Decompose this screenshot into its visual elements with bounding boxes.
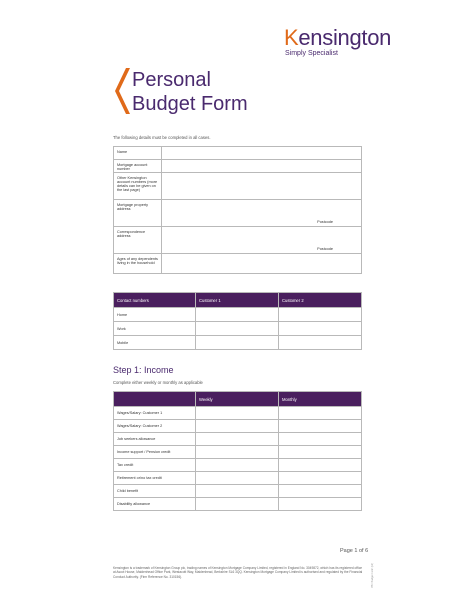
- table-row: [114, 407, 362, 420]
- row-label: Mortgage property address: [114, 200, 162, 227]
- table-row: [114, 254, 362, 274]
- weekly-field[interactable]: [196, 420, 279, 433]
- table-row: [114, 433, 362, 446]
- row-label: Ages of any dependents living in the household: [114, 254, 162, 274]
- weekly-field[interactable]: [196, 498, 279, 511]
- table-row: [114, 336, 362, 350]
- column-header: Weekly: [196, 392, 279, 407]
- row-label: Mortgage account number: [114, 160, 162, 173]
- mobile-customer2-field[interactable]: [279, 336, 362, 350]
- column-header: Customer 1: [196, 293, 279, 308]
- table-row: [114, 472, 362, 485]
- step1-subheading: Complete either weekly or monthly as applicable: [113, 380, 203, 385]
- property-address-field[interactable]: Postcode: [162, 200, 362, 227]
- page-title: [132, 68, 248, 116]
- monthly-field[interactable]: [279, 446, 362, 459]
- table-header-row: [114, 392, 362, 407]
- table-row: [114, 446, 362, 459]
- monthly-field[interactable]: [279, 407, 362, 420]
- row-label: Wages/Salary: Customer 2: [114, 420, 196, 433]
- details-table: [113, 146, 362, 274]
- monthly-field[interactable]: [279, 472, 362, 485]
- title-line-2: Budget Form: [132, 93, 248, 115]
- row-label: Tax credit: [114, 459, 196, 472]
- intro-text: The following details must be completed in all cases.: [113, 135, 211, 140]
- name-field[interactable]: [162, 147, 362, 160]
- table-row: [114, 485, 362, 498]
- correspondence-address-field[interactable]: Postcode: [162, 227, 362, 254]
- weekly-field[interactable]: [196, 459, 279, 472]
- monthly-field[interactable]: [279, 485, 362, 498]
- legal-text: Kensington is a trademark of Kensington Group plc, trading names of Kensington Mortgage Company Limited, registered in England No. 3049872, which has its registered office at Ascot House, Maidenhead Office Park, Westacott Way, Maidenhead, Berkshire SL6 3QQ. Kensington Mortgage Company Limited is authorised and regulated by the Financial Conduct Authority. (Firm Reference No. 310156).: [113, 566, 363, 579]
- logo-rest: ensington: [298, 25, 392, 50]
- row-label: Wages/Salary: Customer 1: [114, 407, 196, 420]
- income-table: [113, 391, 362, 511]
- work-customer1-field[interactable]: [196, 322, 279, 336]
- monthly-field[interactable]: [279, 459, 362, 472]
- logo-wordmark: [284, 26, 394, 50]
- column-header: Contact numbers: [114, 293, 196, 308]
- weekly-field[interactable]: [196, 433, 279, 446]
- row-label: Disability allowance: [114, 498, 196, 511]
- other-accounts-field[interactable]: [162, 173, 362, 200]
- logo-k: K: [284, 25, 299, 50]
- table-row: [114, 308, 362, 322]
- monthly-field[interactable]: [279, 498, 362, 511]
- row-label: Mobile: [114, 336, 196, 350]
- weekly-field[interactable]: [196, 472, 279, 485]
- step1-heading: Step 1: Income: [113, 365, 174, 375]
- table-row: [114, 420, 362, 433]
- table-row: [114, 459, 362, 472]
- table-row: [114, 498, 362, 511]
- table-row: [114, 173, 362, 200]
- contact-table: [113, 292, 362, 350]
- weekly-field[interactable]: [196, 446, 279, 459]
- column-header: Monthly: [279, 392, 362, 407]
- table-row: [114, 147, 362, 160]
- kensington-logo: [284, 26, 394, 57]
- row-label: Correspondence address: [114, 227, 162, 254]
- table-row: [114, 200, 362, 227]
- weekly-field[interactable]: [196, 407, 279, 420]
- column-header: [114, 392, 196, 407]
- table-header-row: [114, 293, 362, 308]
- work-customer2-field[interactable]: [279, 322, 362, 336]
- side-reference: [371, 548, 377, 588]
- row-label: Work: [114, 322, 196, 336]
- row-label: Home: [114, 308, 196, 322]
- row-label: Name: [114, 147, 162, 160]
- dependents-field[interactable]: [162, 254, 362, 274]
- table-row: [114, 227, 362, 254]
- home-customer2-field[interactable]: [279, 308, 362, 322]
- monthly-field[interactable]: [279, 433, 362, 446]
- logo-tagline: Simply Specialist: [285, 50, 338, 57]
- mobile-customer1-field[interactable]: [196, 336, 279, 350]
- side-reference-text: PBF Budget Form (v2): [371, 562, 374, 588]
- table-row: [114, 322, 362, 336]
- home-customer1-field[interactable]: [196, 308, 279, 322]
- page-number: Page 1 of 6: [340, 548, 369, 554]
- row-label: Income support / Pension credit: [114, 446, 196, 459]
- row-label: Child benefit: [114, 485, 196, 498]
- row-label: Job seekers allowance: [114, 433, 196, 446]
- title-line-1: Personal: [132, 69, 211, 91]
- column-header: Customer 2: [279, 293, 362, 308]
- monthly-field[interactable]: [279, 420, 362, 433]
- row-label: Retirement or/no tax credit: [114, 472, 196, 485]
- row-label: Other Kensington account numbers (more details can be given on the last page): [114, 173, 162, 200]
- mortgage-account-field[interactable]: [162, 160, 362, 173]
- weekly-field[interactable]: [196, 485, 279, 498]
- table-row: [114, 160, 362, 173]
- chevron-icon: [112, 68, 130, 114]
